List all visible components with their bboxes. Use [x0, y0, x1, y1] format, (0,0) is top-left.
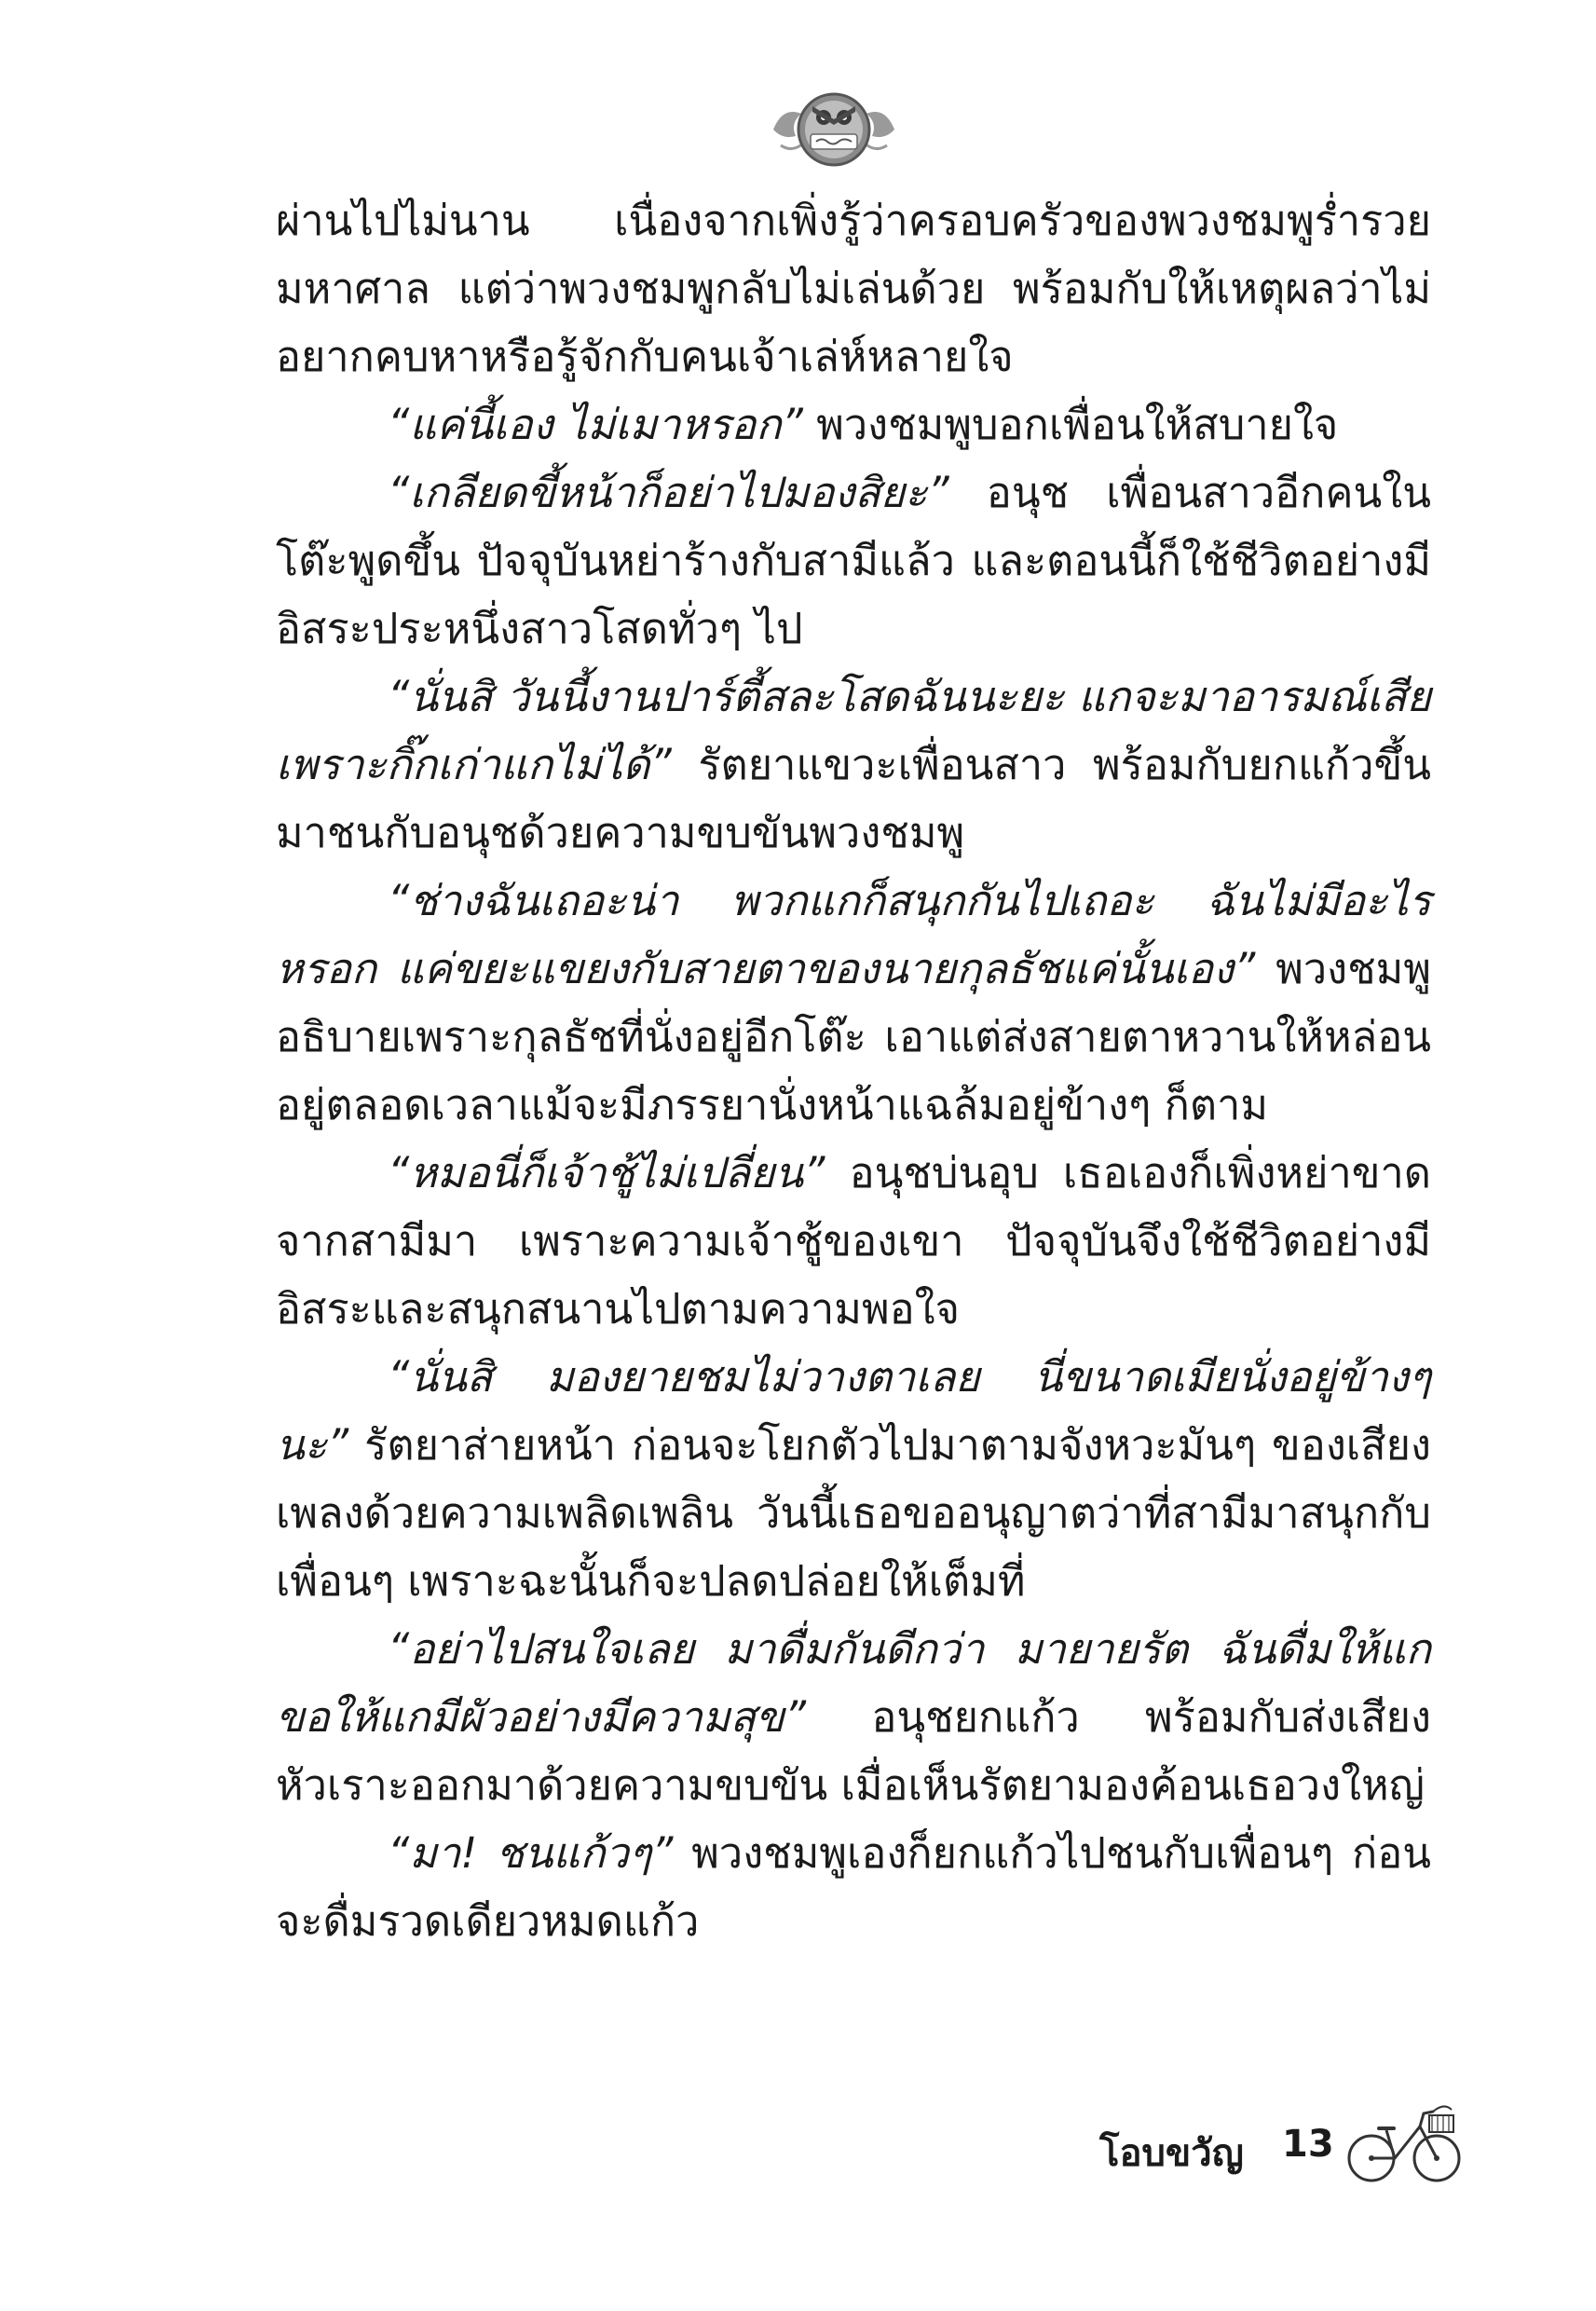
paragraph — [276, 390, 1431, 458]
narration-text: รัตยาแขวะเพื่อนสาว พร้อมกับยกแก้วขึ้นมาชนกับอนุชด้วยความขบขันพวงชมพู — [276, 740, 1431, 857]
paragraph — [276, 1615, 1431, 1819]
dialogue-text: “ช่างฉันเถอะน่า พวกแกก็สนุกกันไปเถอะ ฉันไม่มีอะไรหรอก แค่ขยะแขยงกับสายตาของนายกุลธัชแค่นั้นเอง” — [276, 876, 1431, 993]
dialogue-text: “มา! ชนแก้วๆ” — [388, 1828, 674, 1878]
paragraph — [276, 186, 1431, 390]
narration-text: พวงชมพูอธิบายเพราะกุลธัชที่นั่งอยู่อีกโต๊ะ เอาแต่ส่งสายตาหวานให้หล่อนอยู่ตลอดเวลาแม้จะมีภรรยานั่งหน้าแฉล้มอยู่ข้างๆ ก็ตาม — [276, 944, 1431, 1129]
dialogue-text: “แค่นี้เอง ไม่เมาหรอก” — [388, 400, 803, 449]
paragraph — [276, 458, 1431, 663]
narration-text: พวงชมพูบอกเพื่อนให้สบายใจ — [802, 400, 1339, 449]
narration-text: รัตยาส่ายหน้า ก่อนจะโยกตัวไปมาตามจังหวะมันๆ ของเสียงเพลงด้วยความเพลิดเพลิน วันนี้เธอขออนุญาตว่าที่สามีมาสนุกกับเพื่อนๆ เพราะฉะนั้นก็จะปลดปล่อยให้เต็มที่ — [276, 1420, 1431, 1606]
bicycle-icon — [1344, 2097, 1465, 2190]
publisher-logo-icon — [764, 78, 904, 181]
dialogue-text: “เกลียดขี้หน้าก็อย่าไปมองสิยะ” — [388, 468, 949, 517]
page-number: 13 — [1282, 2123, 1334, 2166]
paragraph — [276, 663, 1431, 867]
paragraph — [276, 1139, 1431, 1343]
narration-text: อนุชยกแก้ว พร้อมกับส่งเสียงหัวเราะออกมาด้วยความขบขัน เมื่อเห็นรัตยามองค้อนเธอวงใหญ่ — [276, 1692, 1431, 1810]
narration-text: อนุชบ่นอุบ เธอเองก็เพิ่งหย่าขาดจากสามีมา เพราะความเจ้าชู้ของเขา ปัจจุบันจึงใช้ชีวิตอย่างมีอิสระและสนุกสนานไปตามความพอใจ — [276, 1148, 1431, 1333]
paragraph — [276, 1819, 1431, 1955]
dialogue-text: “หมอนี่ก็เจ้าชู้ไม่เปลี่ยน” — [388, 1148, 825, 1197]
narration-text: พวงชมพูเองก็ยกแก้วไปชนกับเพื่อนๆ ก่อนจะดื่มรวดเดียวหมดแก้ว — [276, 1828, 1431, 1946]
dialogue-text: “นั่นสิ มองยายชมไม่วางตาเลย นี่ขนาดเมียนั่งอยู่ข้างๆ นะ” — [276, 1352, 1431, 1470]
dialogue-text: “อย่าไปสนใจเลย มาดื่มกันดีกว่า มายายรัต ฉันดื่มให้แกขอให้แกมีผัวอย่างมีความสุข” — [276, 1624, 1431, 1742]
page-body — [276, 186, 1431, 1955]
dialogue-text: “นั่นสิ วันนี้งานปาร์ตี้สละโสดฉันนะยะ แกจะมาอารมณ์เสียเพราะกิ๊กเก่าแกไม่ได้” — [276, 672, 1431, 789]
narration-text: อนุช เพื่อนสาวอีกคนในโต๊ะพูดขึ้น ปัจจุบันหย่าร้างกับสามีแล้ว และตอนนี้ก็ใช้ชีวิตอย่างมีอิสระประหนึ่งสาวโสดทั่วๆ ไป — [276, 468, 1431, 653]
page-footer — [1099, 2097, 1472, 2199]
narration-text: ผ่านไปไม่นาน เนื่องจากเพิ่งรู้ว่าครอบครัวของพวงชมพูร่ำรวยมหาศาล แต่ว่าพวงชมพูกลับไม่เล่นด้วย พร้อมกับให้เหตุผลว่าไม่อยากคบหาหรือรู้จักกับคนเจ้าเล่ห์หลายใจ — [276, 196, 1431, 381]
paragraph — [276, 867, 1431, 1139]
paragraph — [276, 1343, 1431, 1615]
book-title: โอบขวัญ — [1099, 2132, 1244, 2175]
